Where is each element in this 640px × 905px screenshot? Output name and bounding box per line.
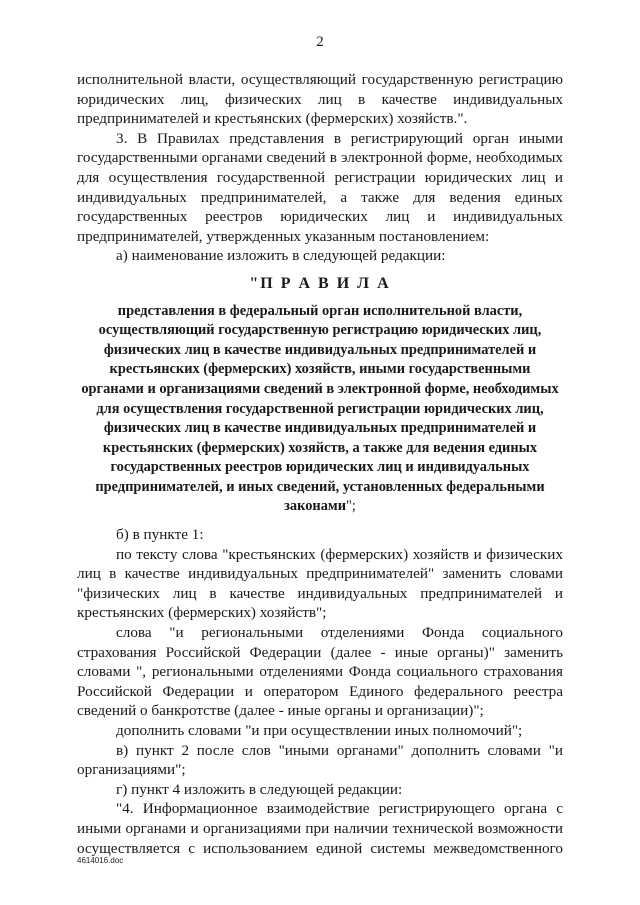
rules-title: "П Р А В И Л А <box>249 274 391 292</box>
paragraph-item-b: б) в пункте 1: <box>116 526 204 544</box>
paragraph-item-a: а) наименование изложить в следующей редакции: <box>116 247 446 265</box>
paragraph-item-3: 3. В Правилах представления в регистрирующий орган иными государственными органами сведений в электронной форме, необходимых для осуществления государственной регистрации юридических лиц и индивидуальных предпринимателей, а также для ведения единых государственных реестров юридических лиц и индивидуальных предпринимателей, утвержденных указанным постановлением: <box>77 129 563 245</box>
rules-subtitle-end: "; <box>345 498 356 515</box>
page-number: 2 <box>316 34 324 50</box>
document-body <box>77 70 563 858</box>
paragraph-item-g: г) пункт 4 изложить в следующей редакции: <box>116 780 403 798</box>
rules-subtitle <box>77 302 563 518</box>
file-name-footer: 4614016.doc <box>77 856 124 865</box>
paragraph-replace-1: по тексту слова "крестьянских (фермерских) хозяйств и физических лиц в качестве индивидуальных предпринимателей" заменить словами "физических лиц в качестве индивидуальных предпринимателей и крестьянских (фермерских) хозяйств"; <box>77 545 563 622</box>
paragraph-continuation: исполнительной власти, осуществляющий государственную регистрацию юридических лиц, физических лиц в качестве индивидуальных предпринимателей и крестьянских (фермерских) хозяйств.". <box>77 71 563 128</box>
rules-subtitle-text: представления в федеральный орган исполнительной власти, осуществляющий государственную регистрацию юридических лиц, физических лиц в качестве индивидуальных предпринимателей и крестьянских (фермерских) хозяйств, иными государственными органами и организациями сведений в электронной форме, необходимых для осуществления государственной регистрации юридических лиц, физических лиц в качестве индивидуальных предпринимателей и крестьянских (фермерских) хозяйств, а также для ведения единых государственных реестров юридических лиц и индивидуальных предпринимателей, и иных сведений, установленных федеральными законами <box>81 302 559 515</box>
paragraph-replace-2: слова "и региональными отделениями Фонда социального страхования Российской Федерации (далее - иные органы)" заменить словами ", региональными отделениями Фонда социального страхования Российской Федерации и оператором Единого федерального реестра сведений о банкротстве (далее - иные органы и организации)"; <box>77 624 563 720</box>
paragraph-append: дополнить словами "и при осуществлении иных полномочий"; <box>116 722 523 739</box>
paragraph-item-v: в) пункт 2 после слов "иными органами" дополнить словами "и организациями"; <box>77 741 563 779</box>
paragraph-item-4: "4. Информационное взаимодействие регистрирующего органа с иными органами и организациями при наличии технической возможности осуществляется с использованием единой системы межведомственного <box>77 800 563 857</box>
